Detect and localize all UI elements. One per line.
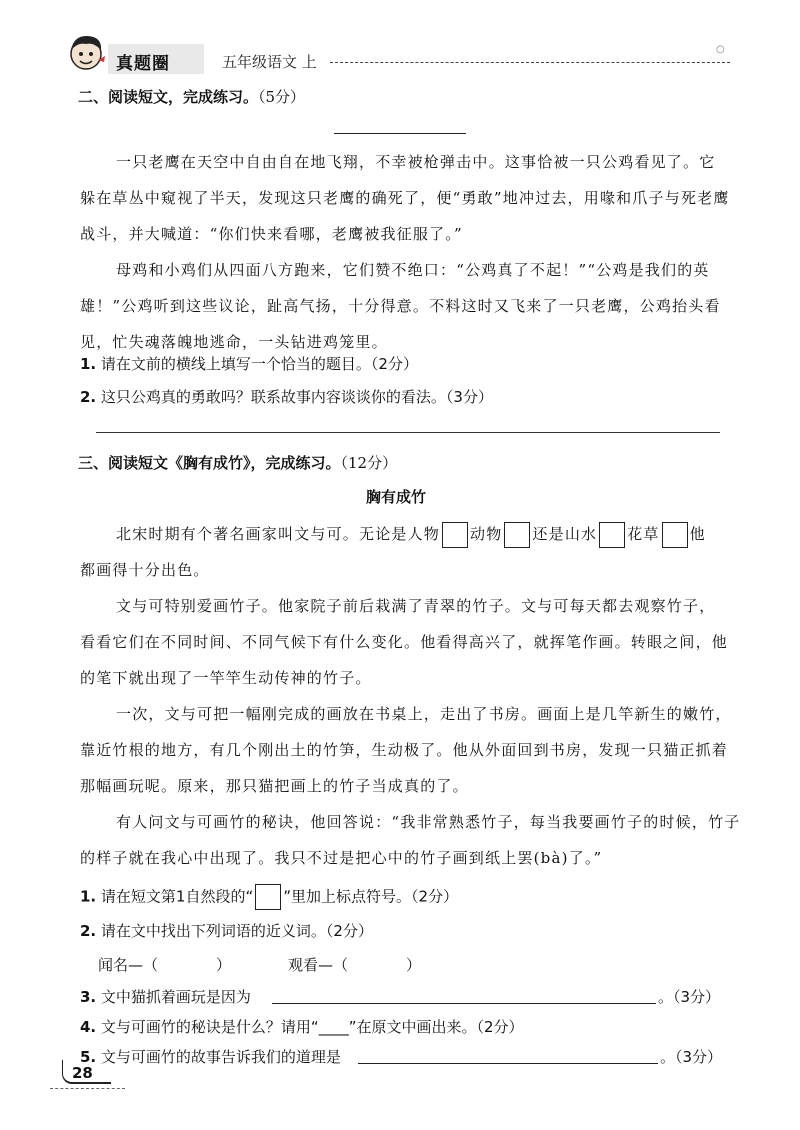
q3-end: 。（3分） xyxy=(658,988,721,1006)
corner-mark: ○ xyxy=(716,44,725,55)
brand-name: 真题圈 xyxy=(116,54,170,74)
story-title: 胸有成竹 xyxy=(366,488,427,506)
punct-box-4[interactable] xyxy=(662,522,688,548)
s3-line-4: 一次，文与可把一幅刚完成的画放在书桌上，走出了书房。画面上是几竿新生的嫩竹， xyxy=(116,705,732,723)
s3-line-1: 文与可特别爱画竹子。他家院子前后栽满了青翠的竹子。文与可每天都去观察竹子， xyxy=(116,597,716,615)
header-dashed-line xyxy=(330,62,730,63)
punct-box-2[interactable] xyxy=(504,522,530,548)
s3-line-6: 那幅画玩呢。原来，那只猫把画上的竹子当成真的了。 xyxy=(80,777,469,795)
q5-answer-line[interactable] xyxy=(358,1063,658,1064)
punct-box-1[interactable] xyxy=(442,522,468,548)
footer-dashed-line xyxy=(50,1088,125,1089)
q5-end: 。（3分） xyxy=(660,1048,723,1066)
s3-question-3: 3. 文中猫抓着画玩是因为 xyxy=(80,988,251,1006)
s3-line-7: 有人问文与可画竹的秘诀，他回答说：“我非常熟悉竹子，每当我要画竹子的时候，竹子 xyxy=(116,813,741,831)
s3-line-8: 的样子就在我心中出现了。我只不过是把心中的竹子画到纸上罢(bà)了。” xyxy=(80,849,603,867)
s3-question-2: 2. 请在文中找出下列词语的近义词。（2分） xyxy=(80,922,373,940)
s2-line-5: 雄！”公鸡听到这些议论，趾高气扬，十分得意。不料这时又飞来了一只老鹰，公鸡抬头看 xyxy=(80,297,721,315)
boy-cartoon-icon xyxy=(64,30,108,74)
s3-question-1: 1. 请在短文第1自然段的“ ”里加上标点符号。（2分） xyxy=(80,884,458,910)
section-divider xyxy=(96,432,720,433)
s3-line-5: 靠近竹根的地方，有几个刚出土的竹笋，生动极了。他从外面回到书房，发现一只猫正抓着 xyxy=(80,741,729,759)
s3-p1-line-2: 都画得十分出色。 xyxy=(80,561,210,579)
s3-p1-line-1: 北宋时期有个著名画家叫文与可。无论是人物 动物 还是山水 花草 他 xyxy=(116,516,706,552)
s2-question-1: 1. 请在文前的横线上填写一个恰当的题目。（2分） xyxy=(80,355,418,373)
s2-line-6: 见，忙失魂落魄地逃命，一头钻进鸡笼里。 xyxy=(80,333,388,351)
q3-answer-line[interactable] xyxy=(272,1003,656,1004)
punct-box-3[interactable] xyxy=(599,522,625,548)
s3-question-5: 5. 文与可画竹的故事告诉我们的道理是 xyxy=(80,1048,341,1066)
q1-sample-box xyxy=(255,884,281,910)
section3-title: 三、阅读短文《胸有成竹》，完成练习。（12分） xyxy=(78,454,398,472)
s2-line-2: 躲在草丛中窥视了半天，发现这只老鹰的确死了，便“勇敢”地冲过去，用喙和爪子与死老鹰 xyxy=(80,189,730,207)
subject-label: 五年级语文 上 xyxy=(222,53,317,71)
s3-question-4: 4. 文与可画竹的秘诀是什么？请用“____”在原文中画出来。（2分） xyxy=(80,1018,524,1036)
s3-line-2: 看看它们在不同时间、不同气候下有什么变化。他看得高兴了，就挥笔作画。转眼之间，他 xyxy=(80,633,729,651)
q2-item-1[interactable]: 闻名—（ ） xyxy=(98,956,232,974)
s3-line-3: 的笔下就出现了一竿竿生动传神的竹子。 xyxy=(80,669,372,687)
page-number: 28 xyxy=(72,1064,93,1082)
s2-question-2: 2. 这只公鸡真的勇敢吗？联系故事内容谈谈你的看法。（3分） xyxy=(80,388,493,406)
s2-line-1: 一只老鹰在天空中自由自在地飞翔，不幸被枪弹击中。这事恰被一只公鸡看见了。它 xyxy=(116,153,716,171)
title-blank-line[interactable] xyxy=(334,133,466,134)
q2-item-2[interactable]: 观看—（ ） xyxy=(288,956,422,974)
s2-line-4: 母鸡和小鸡们从四面八方跑来，它们赞不绝口：“公鸡真了不起！”“公鸡是我们的英 xyxy=(116,261,710,279)
section2-title: 二、阅读短文，完成练习。（5分） xyxy=(78,88,306,106)
s2-line-3: 战斗，并大喊道：“你们快来看哪，老鹰被我征服了。” xyxy=(80,225,463,243)
